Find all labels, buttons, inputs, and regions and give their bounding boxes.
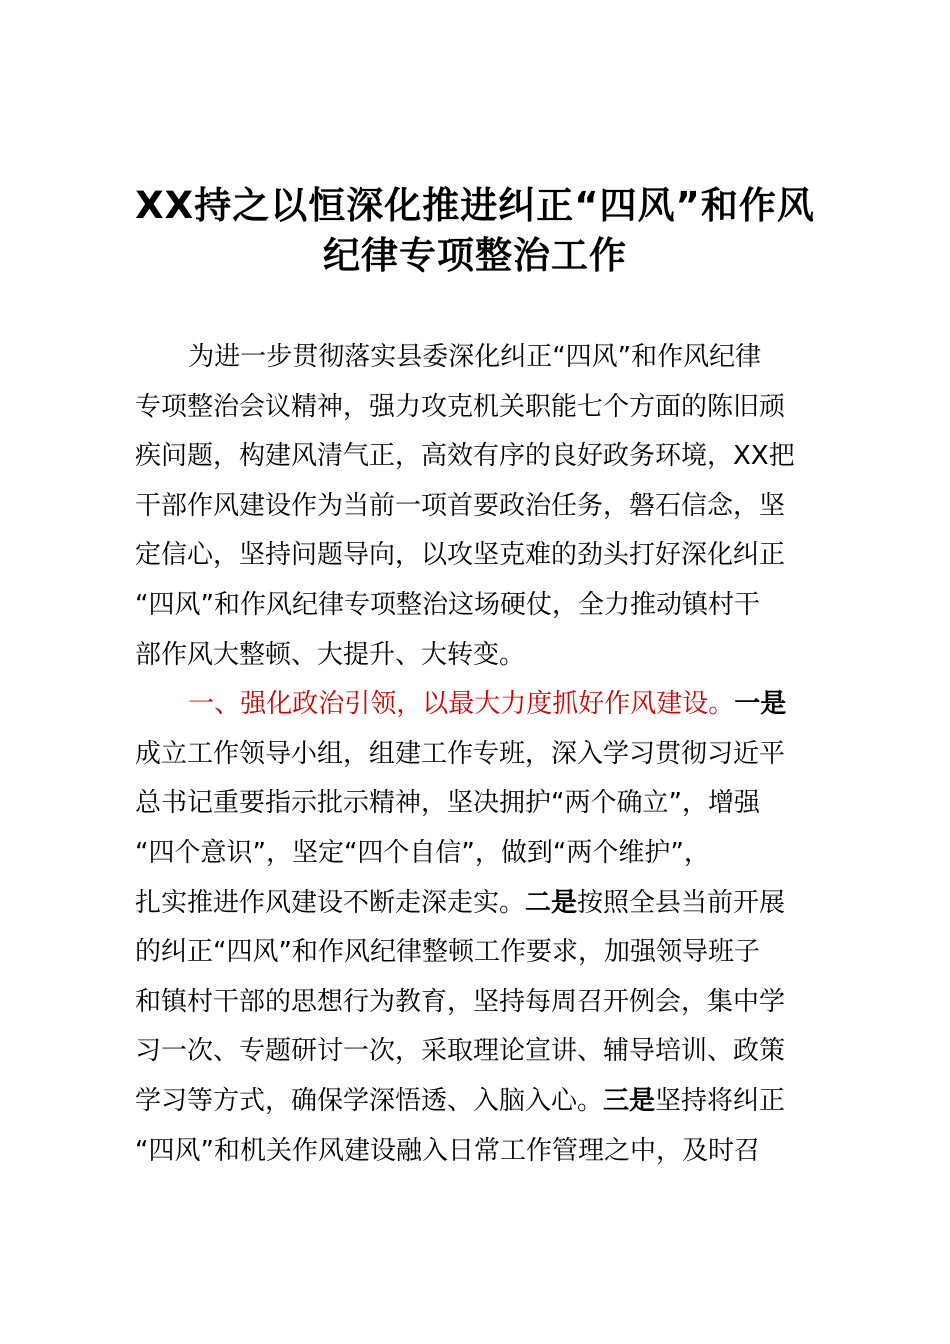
body-line (135, 1127, 835, 1177)
body-text: 为进一步贯彻落实县委深化纠正“四风”和作风纪律 (188, 342, 762, 372)
body-line (135, 1077, 835, 1127)
body-line (135, 829, 835, 879)
body-line (135, 531, 835, 581)
body-line (135, 779, 835, 829)
document-body (135, 333, 835, 1176)
body-text: “四风”和作风纪律专项整治这场硬仗，全力推动镇村干 (135, 589, 760, 620)
body-text: 扎实推进作风建设不断走深走实。 (135, 887, 526, 918)
body-line (135, 978, 835, 1028)
body-text: 和镇村干部的思想行为教育，坚持每周召开例会，集中学 (135, 986, 786, 1017)
body-line (135, 680, 835, 730)
body-line (135, 581, 835, 631)
body-text: 疾问题，构建风清气正，高效有序的良好政务环境，XX把 (135, 441, 795, 472)
document-title-line-2: 纪律专项整治工作 (323, 234, 627, 277)
body-text: 坚持将纠正 (655, 1085, 786, 1116)
body-text: 总书记重要指示批示精神，坚决拥护“两个确立”，增强 (135, 788, 760, 819)
body-text: 部作风大整顿、大提升、大转变。 (135, 639, 526, 670)
body-text: “四风”和机关作风建设融入日常工作管理之中，及时召 (135, 1135, 760, 1166)
body-text: 按照全县当前开展 (577, 887, 786, 918)
section-heading: 一、强化政治引领，以最大力度抓好作风建设。 (188, 689, 735, 720)
body-line (135, 383, 835, 433)
body-text: 学习等方式，确保学深悟透、入脑入心。 (135, 1085, 604, 1116)
body-text: “四个意识”，坚定“四个自信”，做到“两个维护”， (135, 837, 710, 868)
body-text: 成立工作领导小组，组建工作专班，深入学习贯彻习近平 (135, 738, 786, 769)
body-line (135, 1027, 835, 1077)
body-text: 习一次、专题研讨一次，采取理论宣讲、辅导培训、政策 (135, 1036, 786, 1067)
bold-lead-in: 一是 (734, 689, 787, 720)
body-text: 定信心，坚持问题导向，以攻坚克难的劲头打好深化纠正 (135, 540, 786, 571)
body-text: 干部作风建设作为当前一项首要政治任务，磐石信念，坚 (135, 490, 786, 521)
body-line (135, 730, 835, 780)
body-line (135, 333, 835, 383)
body-text: 的纠正“四风”和作风纪律整顿工作要求，加强领导班子 (135, 937, 760, 968)
document-title-line-1: XX持之以恒深化推进纠正“四风”和作风 (135, 184, 815, 227)
body-line (135, 631, 835, 681)
body-line (135, 432, 835, 482)
body-text: 专项整治会议精神，强力攻克机关职能七个方面的陈旧顽 (135, 391, 786, 422)
body-line (135, 879, 835, 929)
bold-lead-in: 二是 (525, 887, 578, 918)
body-line (135, 482, 835, 532)
body-line (135, 928, 835, 978)
bold-lead-in: 三是 (603, 1085, 656, 1116)
